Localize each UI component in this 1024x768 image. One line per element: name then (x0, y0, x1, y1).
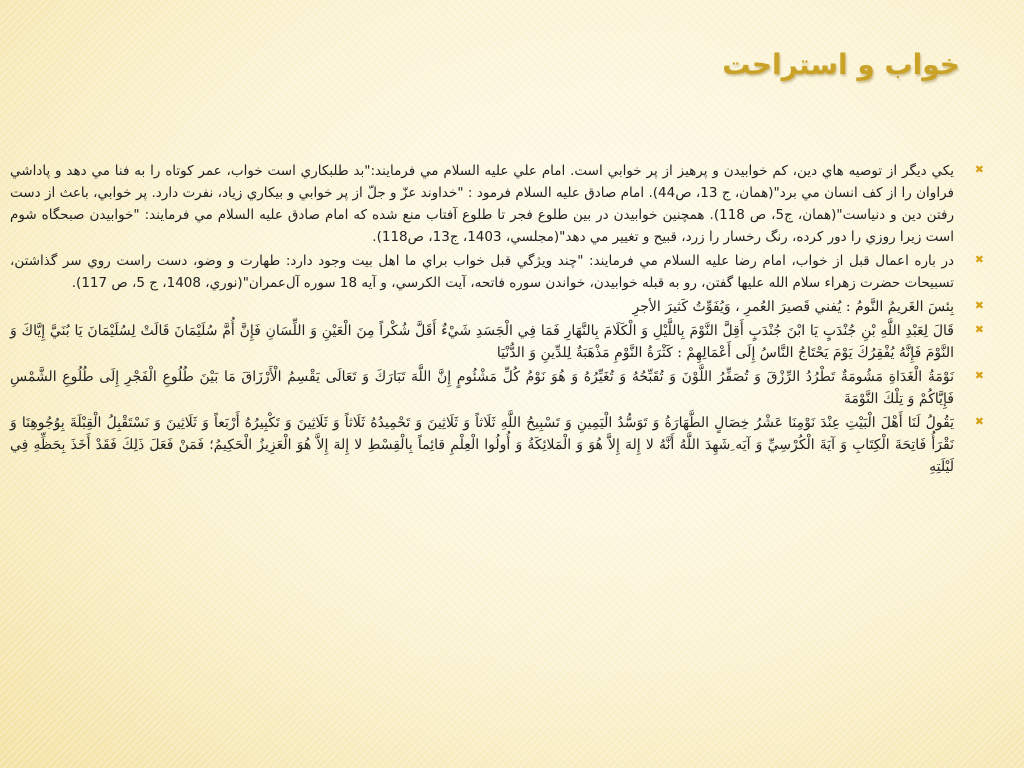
x-bullet-icon: ✖ (974, 415, 984, 428)
bullet-item (10, 412, 984, 478)
x-bullet-icon: ✖ (974, 253, 984, 266)
bullet-item (10, 296, 984, 318)
x-bullet-icon: ✖ (974, 369, 984, 382)
slide-body (10, 160, 984, 480)
bullet-item (10, 160, 984, 248)
bullet-item (10, 366, 984, 410)
bullet-text: در باره اعمال قبل از خواب، امام رضا عليه السلام مي فرمايند: "چند ويژگي قبل خواب براي ما اهل بيت وجود دارد: طهارت و وضو، دست راست روي سر گذاشتن، تسبيحات حضرت زهراء سلام الله عليها گفتن، رو به قبله خوابيدن، خواندن سوره فاتحه، آيت الكرسي، و آيه 18 سوره آل‌عمران"(نوري، 1408، ج 5، ص 117). (10, 253, 954, 291)
bullet-text: بِئسَ الغَريمُ النَّومُ : يُفني قَصيرَ العُمرِ ، وَيُفَوِّتُ كَثيرَ الأجرِ (632, 299, 954, 315)
bullet-text: نَوْمَةُ الْغَدَاةِ مَشُومَةٌ تَطْرُدُ الرِّزْقَ وَ تُصَفِّرُ اللَّوْنَ وَ تُقَبِّحُهُ وَ تُغَيِّرُهُ وَ هُوَ نَوْمُ كُلِّ مَشْئُومٍ إِنَّ اللَّهَ تَبَارَكَ وَ تَعَالَى يَقْسِمُ الْأَرْزَاقَ مَا بَيْنَ طُلُوعِ الْفَجْرِ إِلَى طُلُوعِ الشَّمْسِ فَإِيَّاكُمْ وَ تِلْكَ النَّوْمَةَ (10, 369, 954, 407)
x-bullet-icon: ✖ (974, 299, 984, 312)
bullet-item (10, 320, 984, 364)
bullet-text: قَالَ لِعَبْدِ اللَّهِ بْنِ جُنْدَبٍ يَا ابْنَ جُنْدَبٍ أَقِلَّ النَّوْمَ بِاللَّيْلِ وَ الْكَلَامَ بِالنَّهَارِ فَمَا فِي الْجَسَدِ شَيْ‏ءٌ أَقَلَّ شُكْراً مِنَ الْعَيْنِ وَ اللِّسَانِ فَإِنَّ أُمَّ سُلَيْمَانَ قَالَتْ لِسُلَيْمَانَ يَا بُنَيَّ إِيَّاكَ وَ النَّوْمَ فَإِنَّهُ يُفْقِرُكَ يَوْمَ يَحْتَاجُ النَّاسُ إِلَى أَعْمَالِهِمْ : كَثْرَةُ النَّوْمِ مَذْهَبَةٌ لِلدِّينِ وَ الدُّنْيَا (10, 323, 954, 361)
x-bullet-icon: ✖ (974, 323, 984, 336)
bullet-text: يَقُولُ لَنَا أَهْلَ الْبَيْتِ عِنْدَ نَوْمِنَا عَشْرُ خِصَالٍ الطَّهَارَةُ وَ تَوَسُّدُ الْيَمِينِ وَ تَسْبِيحُ اللَّهِ ثَلَاثاً وَ ثَلَاثِينَ وَ تَحْمِيدُهُ ثَلَاثاً وَ ثَلَاثِينَ وَ تَكْبِيرُهُ أَرْبَعاً وَ ثَلَاثِينَ وَ نَسْتَقْبِلُ الْقِبْلَةَ بِوُجُوهِنَا وَ نَقْرَأُ فَاتِحَةَ الْكِتَابِ وَ آيَةَ الْكُرْسِيِّ وَ آيَه ِشَهِدَ اللَّهُ أَنَّهُ لا إِلهَ إِلاَّ هُوَ وَ الْمَلائِكَةُ وَ أُولُوا الْعِلْمِ قائِماً بِالْقِسْطِ لا إِلهَ إِلاَّ هُوَ الْعَزِيزُ الْحَكِيمُ؛ فَمَنْ فَعَلَ ذَلِكَ فَقَدْ أَخَذَ بِحَظِّهِ فِي لَيْلَتِهِ (10, 415, 954, 475)
bullet-text: يكي ديگر از توصيه هاي دين، كم خوابيدن و پرهيز از پر خوابي است. امام علي عليه السلام مي فرمايند:"بد طلبكاري است خواب، عمر كوتاه را به فنا مي دهد و پاداشي فراوان را از كف انسان مي برد"(همان، ج 13، ص44). امام صادق عليه السلام فرمود : "خداوند عزّ و جلّ از پر خوابي و بيكاري زياد، نفرت دارد. پر خوابي، باعث از دست رفتن دين و دنياست"(همان، ج5، ص 118). همچنين خوابيدن در بين طلوع فجر تا طلوع آفتاب منع شده كه امام صادق عليه السلام مي فرمايند: "خوابيدن صبحگاه شوم است زيرا روزي را دور كرده، رنگ رخسار را زرد، قبيح و تغيير مي دهد"(مجلسي، 1403، ج13، ص118). (10, 163, 954, 245)
bullet-item (10, 250, 984, 294)
slide-title: خواب و استراحت (722, 48, 960, 81)
x-bullet-icon: ✖ (974, 163, 984, 176)
